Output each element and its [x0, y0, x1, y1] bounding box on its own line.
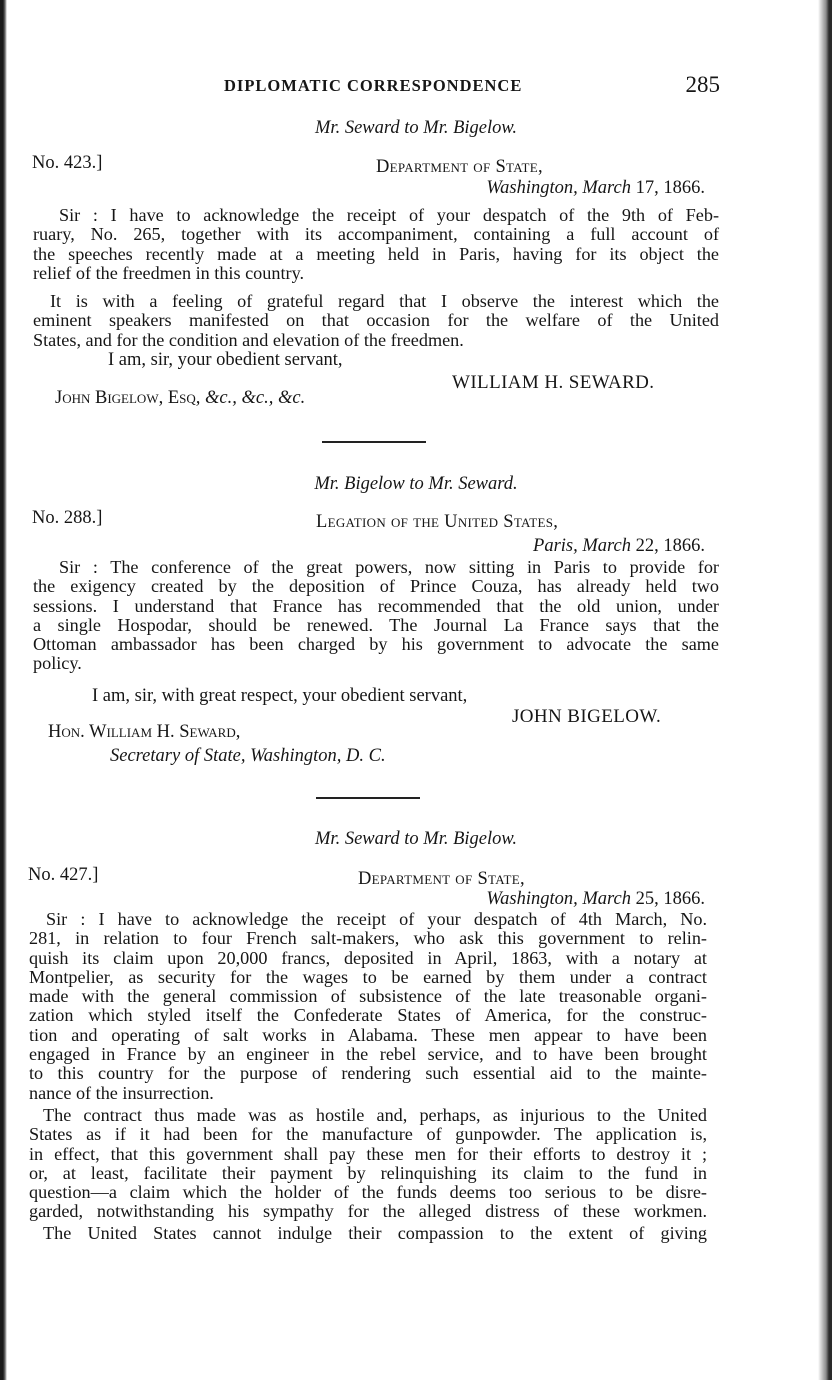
- letter-1-addressee: [55, 388, 305, 409]
- letter-3-date-place: Washington, March: [486, 889, 631, 909]
- letter-1-number: No. 423.]: [32, 153, 103, 173]
- text-line: the speeches recently made at a meeting held in Paris, having for its object the: [33, 243, 719, 264]
- section-divider: [316, 797, 420, 799]
- letter-3-date-rest: 25, 1866.: [631, 889, 705, 909]
- text-line: zation which styled itself the Confederate States of America, for the construc-: [29, 1005, 707, 1026]
- letter-3-paragraph-1: [29, 910, 707, 1103]
- letter-2-date: [533, 536, 705, 557]
- letter-2-paragraph-1: [33, 558, 719, 674]
- text-line: Montpelier, as security for the wages to be earned by them under a contract: [29, 966, 707, 987]
- text-line: policy.: [33, 653, 82, 674]
- letter-1-heading: Mr. Seward to Mr. Bigelow.: [315, 118, 517, 138]
- letter-3-date: [486, 889, 705, 910]
- letter-3-heading: Mr. Seward to Mr. Bigelow.: [315, 829, 517, 849]
- text-line: in effect, that this government shall pay these men for their efforts to destroy it ;: [29, 1143, 707, 1164]
- letter-1-date-place: Washington, March: [486, 178, 631, 198]
- text-line: It is with a feeling of grateful regard that I observe the interest which the: [50, 291, 719, 311]
- letter-1-paragraph-2: [33, 292, 719, 350]
- text-line: question—a claim which the holder of the funds deems too serious to be disre-: [29, 1182, 707, 1203]
- text-line: Sir : The conference of the great powers, now sitting in Paris to provide for: [59, 557, 719, 577]
- text-line: nance of the insurrection.: [29, 1082, 214, 1103]
- section-divider: [322, 441, 426, 443]
- letter-2-closing: I am, sir, with great respect, your obedient servant,: [92, 686, 468, 706]
- letter-3-office: Department of State,: [358, 869, 525, 889]
- text-line: the exigency created by the deposition of Prince Couza, has already held two: [33, 576, 719, 597]
- text-line: The United States cannot indulge their compassion to the extent of giving: [43, 1223, 707, 1243]
- addressee-etc: , &c., &c., &c.: [195, 388, 306, 408]
- letter-2-heading: Mr. Bigelow to Mr. Seward.: [314, 474, 518, 494]
- letter-3-number: No. 427.]: [28, 865, 99, 885]
- text-line: Ottoman ambassador has been charged by his government to advocate the same: [33, 634, 719, 655]
- text-line: made with the general commission of subsistence of the late treasonable organi-: [29, 986, 707, 1007]
- text-line: to this country for the purpose of rendering such essential aid to the mainte-: [29, 1063, 707, 1084]
- letter-1-office: Department of State,: [376, 157, 543, 177]
- letter-3-paragraph-3: [29, 1224, 707, 1243]
- text-line: sessions. I understand that France has recommended that the old union, under: [33, 595, 719, 616]
- letter-1-date: [486, 178, 705, 199]
- letter-2-date-place: Paris, March: [533, 536, 631, 556]
- running-header: [224, 72, 720, 106]
- letter-1-closing: I am, sir, your obedient servant,: [108, 350, 343, 370]
- page-edge-left: [0, 0, 7, 1380]
- letter-2-addressee: Hon. William H. Seward,: [48, 722, 241, 742]
- letter-2-addressee-title: Secretary of State, Washington, D. C.: [110, 746, 386, 766]
- text-line: a single Hospodar, should be renewed. The Journal La France says that the: [33, 614, 719, 635]
- text-line: relief of the freedmen in this country.: [33, 262, 305, 283]
- text-line: or, at least, facilitate their payment by relinquishing its claim to the fund in: [29, 1162, 707, 1183]
- text-line: tion and operating of salt works in Alabama. These men appear to have been: [29, 1024, 707, 1045]
- letter-2-signature: JOHN BIGELOW.: [512, 706, 662, 727]
- letter-3-paragraph-2: [29, 1106, 707, 1222]
- letter-2-date-rest: 22, 1866.: [631, 536, 705, 556]
- letter-1-signature: WILLIAM H. SEWARD.: [452, 372, 655, 393]
- text-line: States, and for the condition and elevation of the freedmen.: [33, 329, 464, 350]
- text-line: The contract thus made was as hostile and, perhaps, as injurious to the United: [43, 1105, 707, 1125]
- running-title: DIPLOMATIC CORRESPONDENCE: [224, 76, 523, 95]
- letter-2-number: No. 288.]: [32, 508, 103, 528]
- text-line: 281, in relation to four French salt-makers, who ask this government to relin-: [29, 928, 707, 949]
- letter-1-paragraph-1: [33, 206, 719, 283]
- text-line: Sir : I have to acknowledge the receipt of your despatch of 4th March, No.: [46, 909, 707, 929]
- text-line: quish its claim upon 20,000 francs, deposited in April, 1863, with a notary at: [29, 947, 707, 968]
- letter-2-office: Legation of the United States,: [316, 512, 559, 532]
- addressee-name: John Bigelow, Esq: [55, 388, 196, 408]
- text-line: eminent speakers manifested on that occasion for the welfare of the United: [33, 310, 719, 331]
- text-line: engaged in France by an engineer in the rebel service, and to have been brought: [29, 1044, 707, 1065]
- text-line: States as if it had been for the manufacture of gunpowder. The application is,: [29, 1124, 707, 1145]
- letter-1-date-rest: 17, 1866.: [631, 178, 705, 198]
- text-line: Sir : I have to acknowledge the receipt of your despatch of the 9th of Feb-: [59, 205, 719, 225]
- page-number: 285: [685, 72, 720, 97]
- text-line: garded, notwithstanding his sympathy for the alleged distress of these workmen.: [29, 1201, 707, 1222]
- text-line: ruary, No. 265, together with its accompaniment, containing a full account of: [33, 224, 719, 245]
- page-edge-right: [818, 0, 832, 1380]
